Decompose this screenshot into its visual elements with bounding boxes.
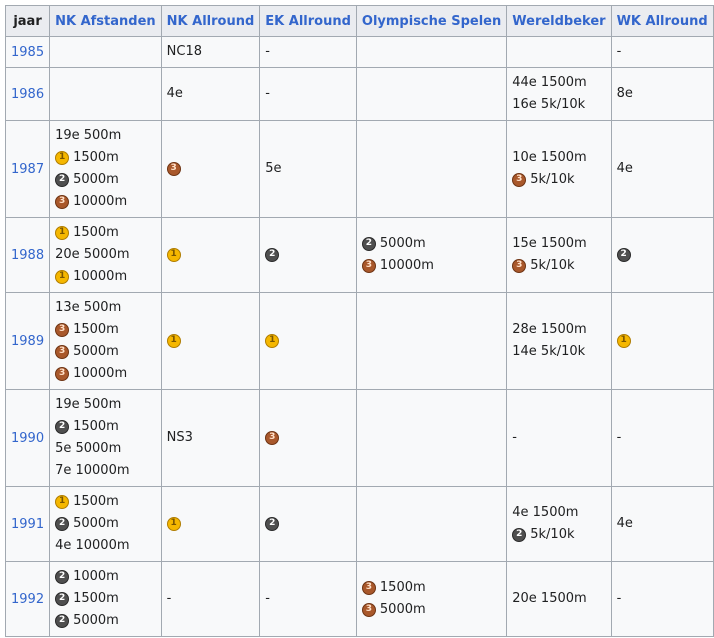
cell-nk-afstanden [50, 121, 162, 218]
cell-olympische-spelen [356, 37, 506, 68]
bronze-medal-icon: 3 [265, 431, 279, 445]
table-row [6, 487, 714, 562]
year-link[interactable]: 1991 [6, 487, 50, 562]
cell-olympische-spelen [356, 68, 506, 121]
result-line [617, 83, 708, 105]
cell-nk-afstanden [50, 390, 162, 487]
result-text: 1500m [73, 225, 119, 240]
header-wk-allround[interactable]: WK Allround [611, 6, 713, 37]
year-link[interactable]: 1986 [6, 68, 50, 121]
cell-olympische-spelen [356, 487, 506, 562]
table-row [6, 390, 714, 487]
result-text: 10000m [379, 258, 434, 273]
result-text: 5000m [73, 516, 119, 531]
result-line [617, 427, 708, 449]
result-line [617, 158, 708, 180]
result-line [512, 94, 605, 116]
result-text: 1500m [379, 580, 426, 595]
result-text: 5e 5000m [55, 441, 122, 456]
result-line [55, 491, 156, 513]
result-text: - [512, 430, 517, 445]
cell-ek-allround [260, 487, 357, 562]
cell-ek-allround [260, 218, 357, 293]
result-line [362, 577, 501, 599]
result-line [55, 297, 156, 319]
result-line [55, 244, 156, 266]
result-line [55, 125, 156, 147]
cell-nk-afstanden [50, 293, 162, 390]
result-text: 4e [166, 86, 183, 101]
cell-wk-allround [611, 68, 713, 121]
header-ek-allround[interactable]: EK Allround [260, 6, 357, 37]
result-line [362, 255, 501, 277]
result-line [362, 599, 501, 621]
header-nk-allround[interactable]: NK Allround [161, 6, 260, 37]
cell-nk-allround [161, 218, 260, 293]
result-line [617, 588, 708, 610]
cell-wereldbeker [507, 562, 611, 637]
result-text: 1500m [73, 150, 119, 165]
bronze-medal-icon: 3 [512, 259, 526, 273]
year-link[interactable]: 1985 [6, 37, 50, 68]
cell-nk-allround [161, 390, 260, 487]
result-line [167, 248, 255, 262]
cell-wk-allround [611, 218, 713, 293]
result-line [167, 162, 255, 176]
result-line [512, 169, 605, 191]
year-link[interactable]: 1992 [6, 562, 50, 637]
silver-medal-icon: 2 [55, 592, 69, 606]
gold-medal-icon: 1 [55, 495, 69, 509]
bronze-medal-icon: 3 [362, 581, 376, 595]
cell-nk-afstanden [50, 68, 162, 121]
cell-nk-afstanden [50, 37, 162, 68]
result-text: 5000m [73, 613, 119, 628]
cell-wk-allround [611, 37, 713, 68]
result-line [512, 147, 605, 169]
result-line [512, 319, 605, 341]
result-line [55, 438, 156, 460]
bronze-medal-icon: 3 [362, 603, 376, 617]
result-text: 1500m [73, 322, 119, 337]
result-line [265, 158, 351, 180]
cell-wk-allround [611, 390, 713, 487]
result-line [55, 416, 156, 438]
gold-medal-icon: 1 [167, 517, 181, 531]
result-line [617, 334, 708, 348]
cell-olympische-spelen [356, 390, 506, 487]
result-text: 14e 5k/10k [512, 344, 586, 359]
result-line [55, 610, 156, 632]
gold-medal-icon: 1 [55, 151, 69, 165]
cell-ek-allround [260, 293, 357, 390]
cell-ek-allround [260, 68, 357, 121]
silver-medal-icon: 2 [265, 517, 279, 531]
result-line [55, 266, 156, 288]
table-row [6, 293, 714, 390]
result-text: 4e [616, 516, 633, 531]
cell-wk-allround [611, 293, 713, 390]
result-text: - [616, 430, 622, 445]
result-line [167, 41, 255, 63]
cell-wereldbeker [507, 37, 611, 68]
result-line [55, 147, 156, 169]
header-nk-afstanden[interactable]: NK Afstanden [50, 6, 162, 37]
result-line [617, 41, 708, 63]
result-text: 5k/10k [530, 172, 575, 187]
cell-olympische-spelen [356, 218, 506, 293]
result-line [512, 588, 605, 610]
cell-wereldbeker [507, 293, 611, 390]
cell-wereldbeker [507, 68, 611, 121]
silver-medal-icon: 2 [512, 528, 526, 542]
result-line [512, 524, 605, 546]
gold-medal-icon: 1 [55, 226, 69, 240]
result-text: 10000m [73, 194, 128, 209]
result-line [55, 319, 156, 341]
result-text: 20e 1500m [512, 591, 587, 606]
result-text: - [616, 591, 622, 606]
bronze-medal-icon: 3 [512, 173, 526, 187]
bronze-medal-icon: 3 [55, 195, 69, 209]
bronze-medal-icon: 3 [55, 367, 69, 381]
cell-olympische-spelen [356, 293, 506, 390]
result-line [55, 460, 156, 482]
result-line [167, 517, 255, 531]
silver-medal-icon: 2 [55, 173, 69, 187]
result-text: 15e 1500m [512, 236, 587, 251]
result-text: 4e 1500m [512, 505, 579, 520]
result-text: 7e 10000m [55, 463, 130, 478]
cell-wk-allround [611, 121, 713, 218]
result-line [265, 83, 351, 105]
table-row [6, 37, 714, 68]
result-line [512, 255, 605, 277]
result-line [55, 363, 156, 385]
result-line [265, 248, 351, 262]
table-row [6, 68, 714, 121]
gold-medal-icon: 1 [55, 270, 69, 284]
result-text: 5k/10k [530, 527, 575, 542]
table-row [6, 562, 714, 637]
year-link[interactable]: 1987 [6, 121, 50, 218]
gold-medal-icon: 1 [617, 334, 631, 348]
cell-ek-allround [260, 390, 357, 487]
result-text: 5000m [73, 344, 119, 359]
result-text: 8e [616, 86, 633, 101]
year-link[interactable]: 1990 [6, 390, 50, 487]
result-line [265, 334, 351, 348]
cell-olympische-spelen [356, 562, 506, 637]
bronze-medal-icon: 3 [55, 345, 69, 359]
result-line [55, 394, 156, 416]
result-line [265, 588, 351, 610]
cell-wereldbeker [507, 487, 611, 562]
gold-medal-icon: 1 [167, 248, 181, 262]
result-line [167, 427, 255, 449]
result-text: 10e 1500m [512, 150, 587, 165]
cell-wereldbeker [507, 390, 611, 487]
silver-medal-icon: 2 [55, 614, 69, 628]
bronze-medal-icon: 3 [167, 162, 181, 176]
result-line [512, 341, 605, 363]
result-line [512, 427, 605, 449]
result-line [512, 233, 605, 255]
cell-wk-allround [611, 562, 713, 637]
results-table [5, 5, 714, 637]
cell-olympische-spelen [356, 121, 506, 218]
cell-nk-afstanden [50, 487, 162, 562]
result-line [167, 83, 255, 105]
result-line [362, 233, 501, 255]
cell-nk-allround [161, 37, 260, 68]
result-line [55, 222, 156, 244]
result-text: 19e 500m [55, 128, 122, 143]
result-text: - [265, 86, 270, 101]
result-text: 19e 500m [55, 397, 122, 412]
result-text: 28e 1500m [512, 322, 587, 337]
gold-medal-icon: 1 [167, 334, 181, 348]
result-line [617, 513, 708, 535]
result-line [265, 41, 351, 63]
result-line [55, 588, 156, 610]
result-text: 10000m [73, 269, 128, 284]
cell-ek-allround [260, 562, 357, 637]
result-text: 5e [265, 161, 282, 176]
silver-medal-icon: 2 [362, 237, 376, 251]
cell-nk-afstanden [50, 218, 162, 293]
cell-ek-allround [260, 37, 357, 68]
bronze-medal-icon: 3 [362, 259, 376, 273]
result-line [55, 169, 156, 191]
cell-nk-allround [161, 293, 260, 390]
cell-nk-allround [161, 68, 260, 121]
result-text: NS3 [166, 430, 193, 445]
result-text: - [166, 591, 172, 606]
result-text: 1500m [73, 591, 119, 606]
cell-wereldbeker [507, 218, 611, 293]
result-text: 1500m [73, 419, 119, 434]
result-line [55, 566, 156, 588]
result-text: NC18 [166, 44, 202, 59]
bronze-medal-icon: 3 [55, 323, 69, 337]
result-text: 5k/10k [530, 258, 575, 273]
result-text: 1000m [73, 569, 119, 584]
header-jaar: jaar [6, 6, 50, 37]
header-wereldbeker[interactable]: Wereldbeker [507, 6, 611, 37]
cell-wereldbeker [507, 121, 611, 218]
result-text: 5000m [73, 172, 119, 187]
result-text: 1500m [73, 494, 119, 509]
result-text: - [616, 44, 622, 59]
result-line [55, 341, 156, 363]
cell-wk-allround [611, 487, 713, 562]
result-line [512, 72, 605, 94]
year-link[interactable]: 1989 [6, 293, 50, 390]
result-text: 5000m [379, 236, 426, 251]
result-line [55, 513, 156, 535]
result-line [617, 248, 708, 262]
result-line [55, 535, 156, 557]
result-text: 16e 5k/10k [512, 97, 586, 112]
silver-medal-icon: 2 [55, 517, 69, 531]
cell-ek-allround [260, 121, 357, 218]
silver-medal-icon: 2 [55, 420, 69, 434]
silver-medal-icon: 2 [265, 248, 279, 262]
result-text: 44e 1500m [512, 75, 587, 90]
table-row [6, 218, 714, 293]
year-link[interactable]: 1988 [6, 218, 50, 293]
result-text: - [265, 591, 270, 606]
result-line [167, 588, 255, 610]
result-text: 4e 10000m [55, 538, 130, 553]
header-olympische-spelen[interactable]: Olympische Spelen [356, 6, 506, 37]
result-text: 4e [616, 161, 633, 176]
silver-medal-icon: 2 [55, 570, 69, 584]
result-text: 5000m [379, 602, 426, 617]
result-text: - [265, 44, 270, 59]
gold-medal-icon: 1 [265, 334, 279, 348]
cell-nk-allround [161, 487, 260, 562]
table-row [6, 121, 714, 218]
cell-nk-allround [161, 121, 260, 218]
result-line [265, 431, 351, 445]
result-line [55, 191, 156, 213]
result-line [512, 502, 605, 524]
header-row [6, 6, 714, 37]
cell-nk-allround [161, 562, 260, 637]
cell-nk-afstanden [50, 562, 162, 637]
result-line [265, 517, 351, 531]
silver-medal-icon: 2 [617, 248, 631, 262]
result-text: 13e 500m [55, 300, 122, 315]
result-line [167, 334, 255, 348]
result-text: 10000m [73, 366, 128, 381]
result-text: 20e 5000m [55, 247, 130, 262]
